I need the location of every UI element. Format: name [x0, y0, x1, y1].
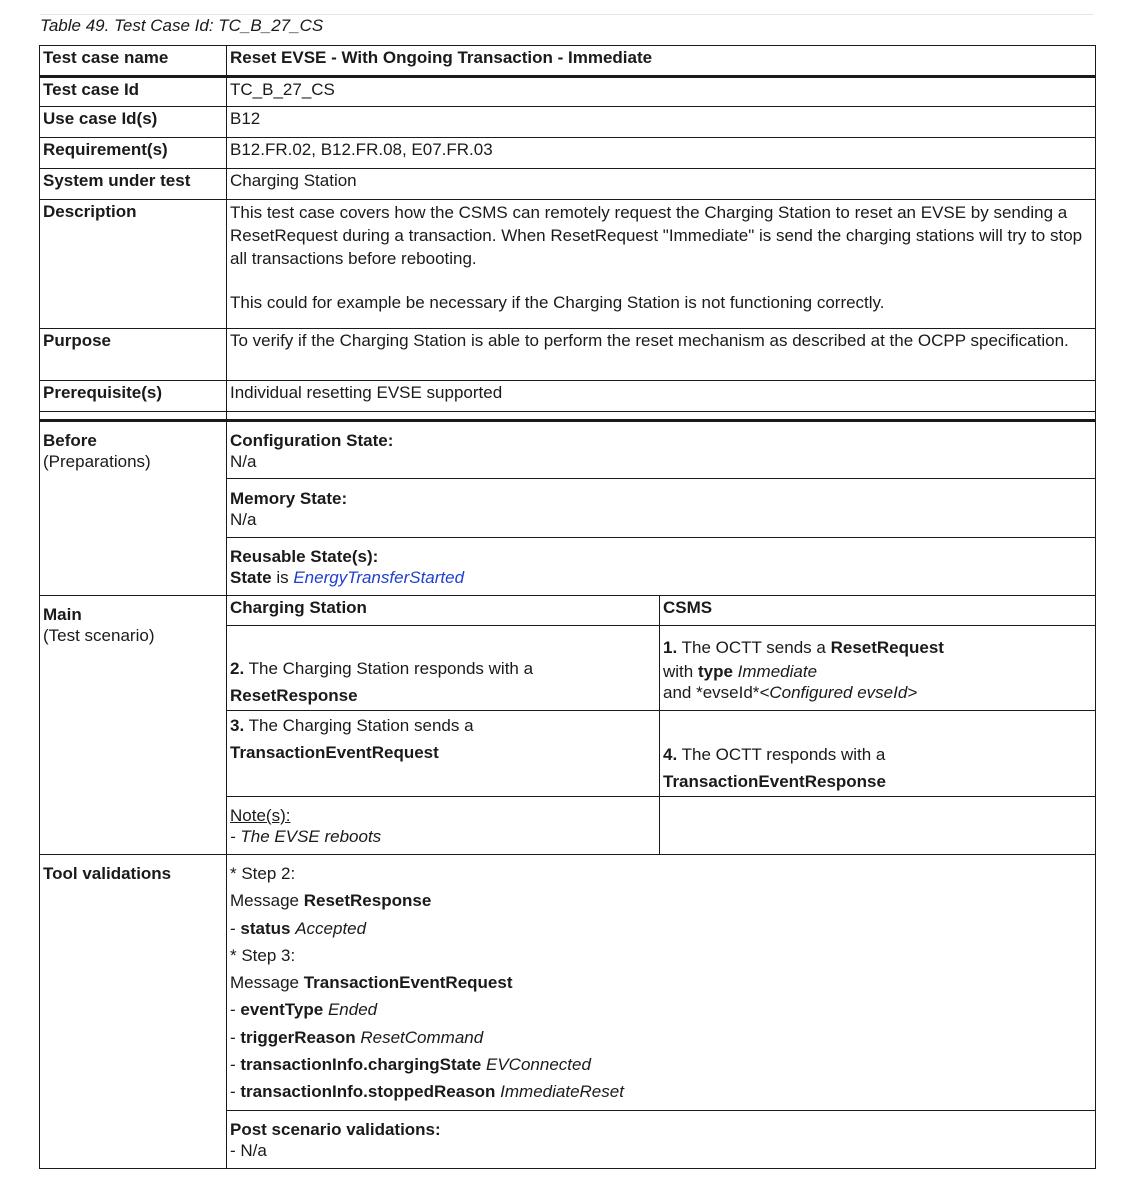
reusable-state-cell: [227, 538, 1096, 596]
row-test-case-name: [40, 46, 1096, 77]
value-prerequisites: Individual resetting EVSE supported: [227, 381, 1096, 412]
row-requirements: [40, 138, 1096, 169]
value-test-case-id: TC_B_27_CS: [227, 77, 1096, 107]
reusable-state-title: Reusable State(s):: [230, 547, 379, 566]
label-test-case-name: Test case name: [40, 46, 227, 77]
main-subtitle: (Test scenario): [43, 626, 155, 645]
energy-transfer-started-link[interactable]: EnergyTransferStarted: [293, 568, 465, 587]
label-before: [40, 421, 227, 596]
tool-message-2: Message TransactionEventRequest: [230, 973, 513, 993]
step-2-cell: [227, 626, 660, 711]
notes-empty-cell: [660, 797, 1096, 855]
tool-validations-cell: [227, 855, 1096, 1111]
column-charging-station: Charging Station: [227, 596, 660, 626]
step-1-text: 1. The OCTT sends a ResetRequest: [663, 638, 944, 657]
label-system-under-test: System under test: [40, 169, 227, 200]
step-3-cell: [227, 711, 660, 797]
row-use-case: [40, 107, 1096, 138]
post-scenario-cell: [227, 1111, 1096, 1169]
tool-field: - transactionInfo.chargingState EVConnected: [230, 1055, 591, 1075]
value-use-case: B12: [227, 107, 1096, 138]
step-1-evse: and *evseId*<Configured evseId>: [663, 683, 918, 702]
step-3-text: 3. The Charging Station sends a: [230, 716, 474, 735]
table-caption: Table 49. Test Case Id: TC_B_27_CS: [40, 16, 324, 35]
label-description: Description: [40, 200, 227, 329]
row-purpose: [40, 329, 1096, 381]
value-test-case-name: Reset EVSE - With Ongoing Transaction - Immediate: [227, 46, 1096, 77]
state-label: State: [230, 568, 272, 587]
column-csms: CSMS: [660, 596, 1096, 626]
tool-step-2: * Step 2:: [230, 864, 296, 883]
post-scenario-value: - N/a: [230, 1141, 267, 1160]
value-purpose: To verify if the Charging Station is able to perform the reset mechanism as described at the OCPP specification.: [227, 329, 1096, 381]
label-main: [40, 596, 227, 855]
before-subtitle: (Preparations): [43, 452, 151, 471]
row-main-header: [40, 596, 1096, 626]
section-separator: [40, 412, 1096, 421]
notes-text: - The EVSE reboots: [230, 827, 382, 846]
main-title: Main: [43, 605, 82, 624]
notes-label: Note(s):: [230, 806, 291, 825]
label-purpose: Purpose: [40, 329, 227, 381]
state-is: is: [276, 568, 289, 587]
before-title: Before: [43, 431, 97, 450]
value-requirements: B12.FR.02, B12.FR.08, E07.FR.03: [227, 138, 1096, 169]
label-requirements: Requirement(s): [40, 138, 227, 169]
value-system-under-test: Charging Station: [227, 169, 1096, 200]
notes-cell: [227, 797, 660, 855]
row-description: [40, 200, 1096, 329]
step-1-cell: [660, 626, 1096, 711]
row-system-under-test: [40, 169, 1096, 200]
row-test-case-id: [40, 77, 1096, 107]
row-tool-validations: [40, 855, 1096, 1111]
memory-state-value: N/a: [230, 510, 257, 529]
config-state-value: N/a: [230, 452, 257, 471]
label-prerequisites: Prerequisite(s): [40, 381, 227, 412]
test-case-table: [39, 45, 1096, 1169]
config-state-cell: [227, 421, 1096, 479]
memory-state-title: Memory State:: [230, 489, 348, 508]
post-scenario-title: Post scenario validations:: [230, 1120, 441, 1139]
tool-field: - transactionInfo.stoppedReason ImmediateReset: [230, 1082, 624, 1102]
row-prerequisites: [40, 381, 1096, 412]
memory-state-cell: [227, 479, 1096, 538]
label-test-case-id: Test case Id: [40, 77, 227, 107]
description-paragraph-1: This test case covers how the CSMS can remotely request the Charging Station to reset an EVSE by sending a ResetRequest during a transaction. When ResetRequest "Immediate" is send the charging stations will try to stop all transactions before rebooting.: [230, 203, 1083, 268]
step-4-text: 4. The OCTT responds with a: [663, 745, 886, 764]
step-2-message: ResetResponse: [230, 686, 358, 705]
step-4-cell: [660, 711, 1096, 797]
config-state-title: Configuration State:: [230, 431, 394, 450]
row-before-config: [40, 421, 1096, 479]
step-4-message: TransactionEventResponse: [663, 772, 886, 791]
value-description: [227, 200, 1096, 329]
label-use-case: Use case Id(s): [40, 107, 227, 138]
tool-status: - status Accepted: [230, 918, 367, 938]
description-paragraph-2: This could for example be necessary if the Charging Station is not functioning correctly.: [230, 293, 885, 312]
tool-field: - eventType Ended: [230, 1000, 378, 1020]
step-1-type: with type Immediate: [663, 662, 818, 681]
reusable-state-line: [230, 567, 1092, 588]
tool-step-3: * Step 3:: [230, 945, 296, 965]
label-tool-validations: Tool validations: [40, 855, 227, 1169]
step-2-text: 2. The Charging Station responds with a: [230, 659, 534, 678]
tool-field: - triggerReason ResetCommand: [230, 1027, 484, 1047]
step-3-message: TransactionEventRequest: [230, 743, 439, 762]
tool-message-1: Message ResetResponse: [230, 891, 432, 911]
